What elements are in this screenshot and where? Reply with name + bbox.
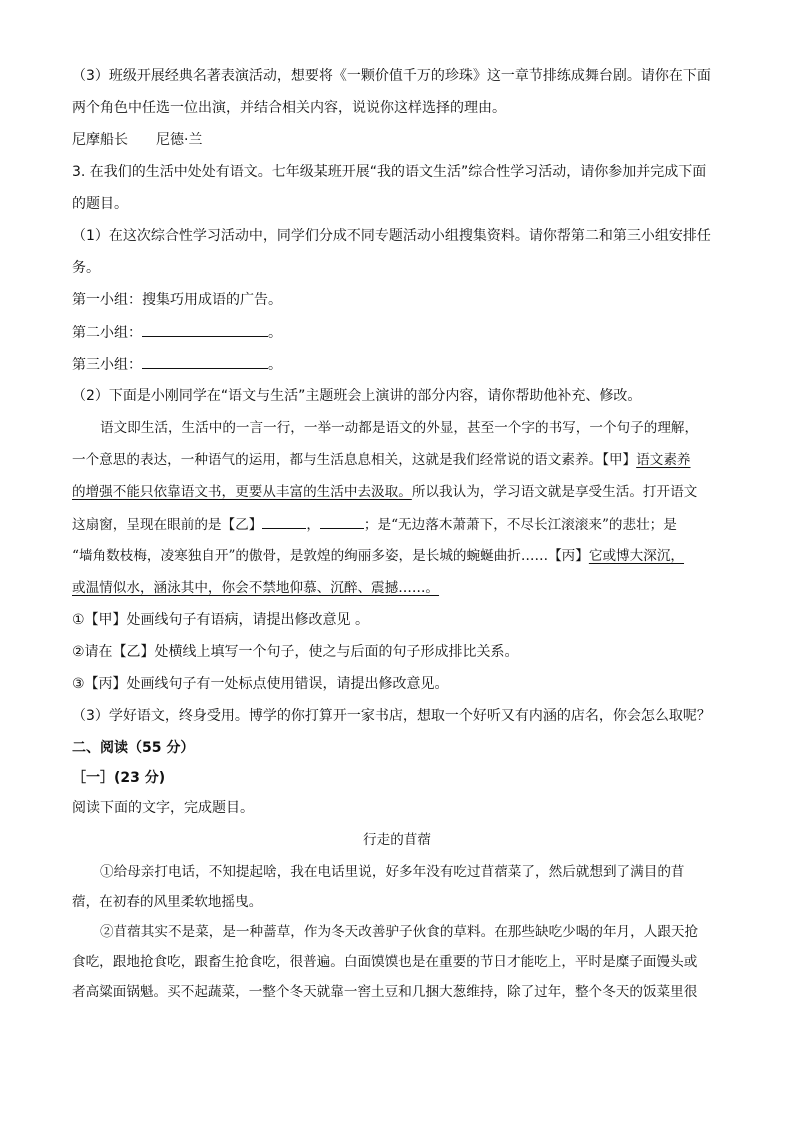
group-2-task bbox=[72, 322, 282, 343]
speech-line-2-text: 一个意思的表达，一种语气的运用，都与生活息息相关，这就是我们经常说的语文素养。【甲】 bbox=[72, 452, 637, 468]
role-options bbox=[72, 130, 202, 150]
group-1-task: 第一小组：搜集巧用成语的广告。 bbox=[72, 292, 282, 308]
speech-line-2 bbox=[72, 450, 691, 470]
reading-instruction: 阅读下面的文字，完成题目。 bbox=[72, 800, 254, 816]
speech-line-4-a: 这扇窗，呈现在眼前的是【乙】 bbox=[72, 517, 263, 533]
article-p1-line-2: 蓿，在初春的风里柔软地摇曳。 bbox=[72, 894, 263, 910]
yi-blank-1[interactable] bbox=[262, 514, 306, 529]
group-3-label: 第三小组： bbox=[72, 357, 142, 373]
article-p2-line-3: 者高粱面锅魁。买不起蔬菜，一整个冬天就靠一窖土豆和几捆大葱维持，除了过年，整个冬天的饭菜里很 bbox=[72, 984, 698, 1000]
article-p2-line-1: ②苜蓿其实不是菜，是一种蔷草，作为冬天改善驴子伙食的草料。在那些缺吃少喝的年月，人跟天抢 bbox=[100, 924, 699, 940]
role-option-1: 尼摩船长 bbox=[72, 132, 128, 148]
q2-3-line-2: 两个角色中任选一位出演，并结合相关内容，说说你这样选择的理由。 bbox=[72, 100, 506, 116]
jia-underlined-end: 的增强不能只依靠语文书，更要从丰富的生活中去汲取。 bbox=[72, 484, 412, 500]
speech-line-5 bbox=[72, 546, 684, 566]
yi-blank-2[interactable] bbox=[320, 514, 364, 529]
q3-sub2-question-2: ②请在【乙】处横线上填写一个句子，使之与后面的句子形成排比关系。 bbox=[72, 644, 519, 660]
group-2-label: 第二小组： bbox=[72, 325, 142, 341]
article-p2-line-2: 食吃，跟地抢食吃，跟畜生抢食吃，很普遍。白面馍馍也是在重要的节日才能吃上，平时是糜子面馒头或 bbox=[72, 954, 698, 970]
speech-line-6 bbox=[72, 578, 439, 598]
group-3-answer-blank[interactable] bbox=[142, 354, 268, 369]
speech-line-3 bbox=[72, 482, 697, 502]
jia-underlined-start: 语文素养 bbox=[636, 452, 691, 468]
speech-line-4 bbox=[72, 514, 677, 535]
reading-part-1-heading: ［一］(23 分) bbox=[72, 770, 166, 786]
q3-sub1-line-1: （1）在这次综合性学习活动中，同学们分成不同专题活动小组搜集资料。请你帮第二和第三小组安排任 bbox=[72, 228, 711, 244]
group-2-period: 。 bbox=[268, 325, 282, 341]
q3-sub2-question-3: ③【丙】处画线句子有一处标点使用错误，请提出修改意见。 bbox=[72, 676, 449, 692]
group-3-period: 。 bbox=[268, 357, 282, 373]
q3-sub3: （3）学好语文，终身受用。博学的你打算开一家书店，想取一个好听又有内涵的店名，你会怎么取呢？ bbox=[72, 708, 711, 724]
article-title: 行走的苜蓿 bbox=[363, 832, 431, 848]
bing-underlined-end: 或温情似水，涵泳其中，你会不禁地仰慕、沉醉、震撼……。 bbox=[72, 580, 440, 596]
group-3-task bbox=[72, 354, 282, 375]
speech-line-5-a: “墙角数枝梅，凌寒独自开”的傲骨，是敦煌的绚丽多姿，是长城的蜿蜒曲折……【丙】 bbox=[72, 548, 589, 564]
speech-line-1: 语文即生活，生活中的一言一行，一举一动都是语文的外显，甚至一个字的书写，一个句子的理解， bbox=[100, 420, 699, 436]
speech-line-4-comma: ， bbox=[306, 517, 320, 533]
speech-line-3-rest: 所以我认为，学习语文就是享受生活。打开语文 bbox=[411, 484, 698, 500]
q3-line-2: 的题目。 bbox=[72, 196, 128, 212]
article-p1-line-1: ①给母亲打电话，不知提起啥，我在电话里说，好多年没有吃过苜蓿菜了，然后就想到了满目的苜 bbox=[100, 864, 685, 880]
q2-3-line-1: （3）班级开展经典名著表演活动，想要将《一颗价值千万的珍珠》这一章节排练成舞台剧。请你在下面 bbox=[72, 68, 711, 84]
role-option-2: 尼德·兰 bbox=[156, 132, 203, 148]
bing-underlined-start: 它或博大深沉， bbox=[588, 548, 685, 564]
q3-sub2-question-1: ①【甲】处画线句子有语病，请提出修改意见 。 bbox=[72, 612, 369, 628]
q3-line-1: 3. 在我们的生活中处处有语文。七年级某班开展“我的语文生活”综合性学习活动，请你参加并完成下面 bbox=[72, 164, 707, 180]
q3-sub2-intro: （2）下面是小刚同学在“语文与生活”主题班会上演讲的部分内容，请你帮助他补充、修改。 bbox=[72, 388, 642, 404]
section-2-heading: 二、阅读（55 分） bbox=[72, 740, 195, 756]
speech-line-4-b: ；是“无边落木萧萧下，不尽长江滚滚来”的悲壮；是 bbox=[363, 517, 677, 533]
group-2-answer-blank[interactable] bbox=[142, 322, 268, 337]
q3-sub1-line-2: 务。 bbox=[72, 260, 100, 276]
